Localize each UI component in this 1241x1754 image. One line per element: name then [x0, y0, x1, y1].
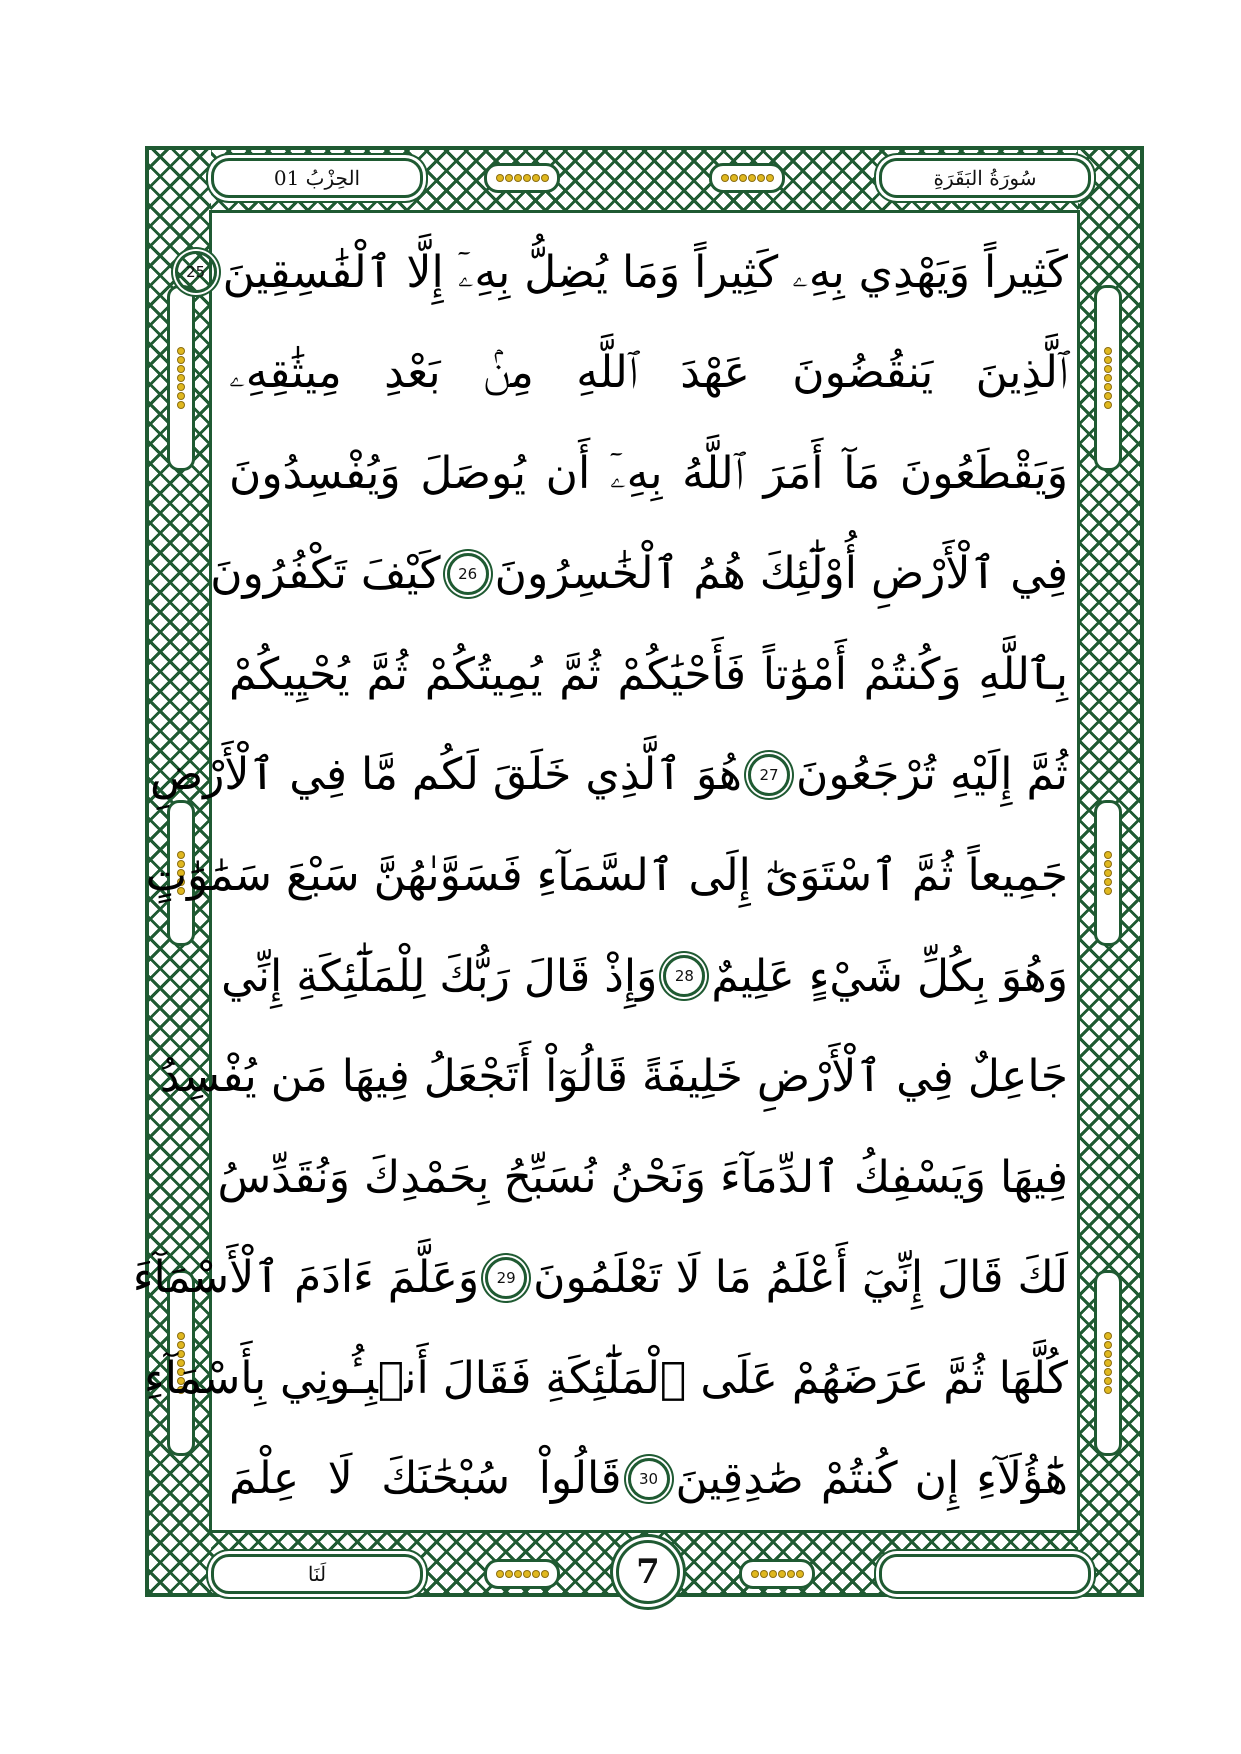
- ornament-dot: [788, 1571, 794, 1577]
- ornament-dot: [1105, 888, 1111, 894]
- text-line: [229, 331, 1068, 415]
- ornament-dot: [1105, 375, 1111, 381]
- verse-text: وَعَلَّمَ ءَادَمَ ٱلْأَسْمَآءَ: [132, 1252, 480, 1304]
- ornament-pill-right: [1094, 800, 1122, 946]
- ornament-dot: [740, 175, 746, 181]
- verse-text: لَكَ قَالَ إِنِّيٓ أَعْلَمُ مَا لَا تَعْلَمُونَ: [533, 1252, 1068, 1304]
- text-line: [221, 934, 1068, 1018]
- text-line: [229, 632, 1068, 716]
- ornament-dot: [178, 384, 184, 390]
- ornament-dot: [767, 175, 773, 181]
- ornament-pill-right: [1094, 1270, 1122, 1456]
- ornament-dot: [524, 175, 530, 181]
- text-line: [229, 1437, 1068, 1521]
- ornament-dot: [178, 366, 184, 372]
- ornament-dot: [758, 175, 764, 181]
- ornament-dot: [515, 175, 521, 181]
- ornament-dot: [752, 1571, 758, 1577]
- ornament-dot: [731, 175, 737, 181]
- verse-text: قَالُواْ سُبْحَٰنَكَ لَا عِلْمَ: [229, 1453, 622, 1505]
- ornament-dot: [1105, 366, 1111, 372]
- ornament-dot: [178, 1333, 184, 1339]
- hizb-label: الحِزْبُ 01: [273, 166, 361, 190]
- ayah-number-marker: 28: [663, 955, 705, 997]
- verse-text: بِٱللَّهِ وَكُنتُمْ أَمْوَٰتاً فَأَحْيَٰكُمْ ثُمَّ يُمِيتُكُمْ ثُمَّ يُحْيِيكُمْ: [229, 648, 1068, 700]
- ornament-pill: [739, 1559, 815, 1589]
- text-line: [217, 1135, 1068, 1219]
- ornament-dot: [1105, 402, 1111, 408]
- ornament-pill: [709, 163, 785, 193]
- ornament-dot: [1105, 1342, 1111, 1348]
- verse-text: وَإِذْ قَالَ رَبُّكَ لِلْمَلَٰٓئِكَةِ إِنِّي: [221, 950, 658, 1002]
- verse-text: كُلَّهَا ثُمَّ عَرَضَهُمْ عَلَى ٱلْمَلَٰٓئِكَةِ فَقَالَ أَنۢبِـُٔونِي بِأَسْمَآءِ: [144, 1352, 1068, 1404]
- ayah-number-marker: 29: [485, 1257, 527, 1299]
- ornament-dot: [542, 1571, 548, 1577]
- verse-text: فِي ٱلْأَرْضِ أُوْلَٰٓئِكَ هُمُ ٱلْخَٰسِرُونَ: [494, 548, 1068, 600]
- verse-text: كَثِيراً وَيَهْدِي بِهِۦ كَثِيراً وَمَا يُضِلُّ بِهِۦٓ إِلَّا ٱلْفَٰسِقِينَ: [222, 246, 1068, 298]
- text-line: [186, 230, 1068, 314]
- verse-text: وَيَقْطَعُونَ مَآ أَمَرَ ٱللَّهُ بِهِۦٓ أَن يُوصَلَ وَيُفْسِدُونَ: [229, 447, 1068, 499]
- text-line: [144, 1336, 1068, 1420]
- verse-text: هُوَ ٱلَّذِي خَلَقَ لَكُم مَّا فِي ٱلْأَرْضِ: [149, 749, 742, 801]
- ornament-pill: [484, 1559, 560, 1589]
- ornament-dot: [1105, 1333, 1111, 1339]
- ornament-dot: [1105, 393, 1111, 399]
- juz-cartouche: [211, 1554, 423, 1594]
- ayah-number-marker: 26: [447, 553, 489, 595]
- verse-text: فِيهَا وَيَسْفِكُ ٱلدِّمَآءَ وَنَحْنُ نُسَبِّحُ بِحَمْدِكَ وَنُقَدِّسُ: [217, 1151, 1068, 1203]
- ornament-dot: [1105, 1387, 1111, 1393]
- ornament-dot: [542, 175, 548, 181]
- quran-text: [132, 230, 1068, 1521]
- page-frame: [132, 146, 1144, 1597]
- ornament-dot: [497, 1571, 503, 1577]
- ornament-dot: [1105, 861, 1111, 867]
- ornament-dot: [722, 175, 728, 181]
- ornament-dot: [1105, 1360, 1111, 1366]
- ornament-dot: [178, 402, 184, 408]
- footer-cartouche-right: [879, 1554, 1091, 1594]
- ornament-dot: [515, 1571, 521, 1577]
- text-line: [132, 1236, 1068, 1320]
- text-line: [159, 1035, 1068, 1119]
- ornament-dot: [1105, 852, 1111, 858]
- ornament-dot: [524, 1571, 530, 1577]
- verse-text: وَهُوَ بِكُلِّ شَيْءٍ عَلِيمٌ: [711, 950, 1068, 1002]
- ornament-dot: [749, 175, 755, 181]
- ornament-dot: [178, 348, 184, 354]
- ornament-dot: [1105, 870, 1111, 876]
- ornament-dot: [1105, 384, 1111, 390]
- ornament-dot: [506, 1571, 512, 1577]
- ornament-dot: [1105, 1378, 1111, 1384]
- ayah-number-marker: 25: [175, 251, 217, 293]
- verse-text: ثُمَّ إِلَيْهِ تُرْجَعُونَ: [796, 749, 1068, 801]
- ornament-dot: [1105, 1351, 1111, 1357]
- ayah-number-marker: 27: [748, 754, 790, 796]
- text-line: [210, 532, 1068, 616]
- text-line: [145, 833, 1068, 917]
- text-line: [229, 431, 1068, 515]
- juz-label: لَنَا: [307, 1562, 327, 1586]
- page-number: 7: [616, 1540, 680, 1604]
- ornament-dot: [779, 1571, 785, 1577]
- ayah-number-marker: 30: [628, 1458, 670, 1500]
- ornament-pill: [484, 163, 560, 193]
- ornament-pill-left: [167, 285, 195, 471]
- verse-text: جَمِيعاً ثُمَّ ٱسْتَوَىٰٓ إِلَى ٱلسَّمَآءِ فَسَوَّىٰهُنَّ سَبْعَ سَمَٰوَٰتٍ: [145, 849, 1068, 901]
- surah-cartouche: [879, 158, 1091, 198]
- ornament-pill-right: [1094, 285, 1122, 471]
- ornament-dot: [1105, 357, 1111, 363]
- ornament-dot: [533, 175, 539, 181]
- ornament-dot: [497, 175, 503, 181]
- text-line: [149, 733, 1068, 817]
- ornament-dot: [533, 1571, 539, 1577]
- ornament-dot: [1105, 879, 1111, 885]
- ornament-dot: [178, 375, 184, 381]
- verse-text: جَاعِلٌ فِي ٱلْأَرْضِ خَلِيفَةً قَالُوٓاْ أَتَجْعَلُ فِيهَا مَن يُفْسِدُ: [159, 1051, 1068, 1103]
- ornament-dot: [1105, 348, 1111, 354]
- verse-text: هَٰٓؤُلَآءِ إِن كُنتُمْ صَٰدِقِينَ: [675, 1453, 1068, 1505]
- ornament-dot: [1105, 1369, 1111, 1375]
- verse-text: ٱلَّذِينَ يَنقُضُونَ عَهْدَ ٱللَّهِ مِنۢ بَعْدِ مِيثَٰقِهِۦ: [229, 347, 1068, 399]
- ornament-dot: [178, 1342, 184, 1348]
- ornament-dot: [761, 1571, 767, 1577]
- hizb-cartouche: [211, 158, 423, 198]
- ornament-dot: [506, 175, 512, 181]
- verse-text: كَيْفَ تَكْفُرُونَ: [210, 548, 441, 600]
- surah-name: سُورَةُ البَقَرَةِ: [933, 166, 1037, 190]
- ornament-dot: [797, 1571, 803, 1577]
- ornament-dot: [178, 393, 184, 399]
- ornament-dot: [178, 357, 184, 363]
- ornament-dot: [770, 1571, 776, 1577]
